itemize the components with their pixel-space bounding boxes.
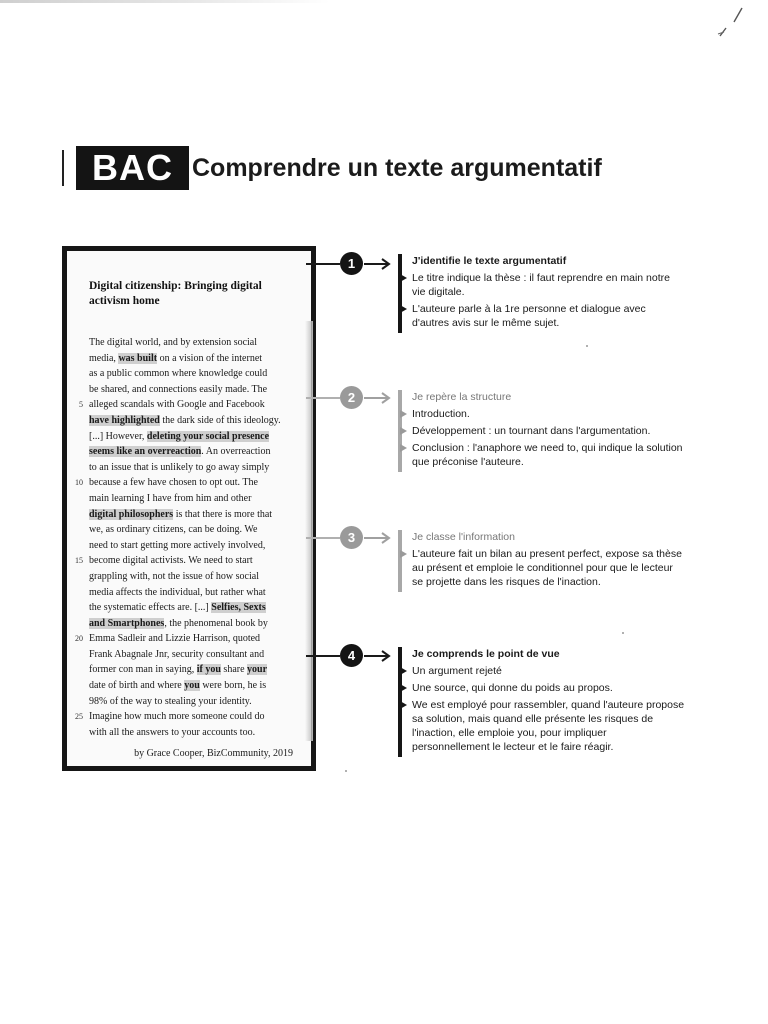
article-line xyxy=(89,678,293,694)
article-line xyxy=(89,366,293,382)
article-line xyxy=(89,600,293,616)
step-2-item: Développement : un tournant dans l'argumentation. xyxy=(412,424,690,438)
step-4-block xyxy=(398,647,686,757)
article-line xyxy=(89,413,293,429)
arrow-right-icon xyxy=(364,391,392,405)
article-line xyxy=(89,382,293,398)
highlighted-phrase: was built xyxy=(118,352,158,364)
text-segment: alleged scandals with Google and Facebook xyxy=(89,399,265,411)
step-4-heading: Je comprends le point de vue xyxy=(412,648,560,660)
step-4-item: Une source, qui donne du poids au propos. xyxy=(412,681,686,695)
text-segment: The digital world, and by extension social xyxy=(89,337,258,348)
bac-badge: BAC xyxy=(76,146,189,190)
article-line xyxy=(89,616,293,632)
article-line xyxy=(75,553,293,569)
step-3-item: L'auteure fait un bilan au present perfect, expose sa thèse au présent et emploie le conditionnel pour que le lecteur se projette dans les risques de l'inaction. xyxy=(412,547,684,589)
arrow-right-icon xyxy=(364,649,392,663)
page-title: Comprendre un texte argumentatif xyxy=(192,154,602,182)
scan-speck xyxy=(345,770,347,772)
step-1-item: L'auteure parle à la 1re personne et dialogue avec d'autres avis sur le même sujet. xyxy=(412,302,682,330)
text-segment: date of birth and where xyxy=(89,680,185,692)
pen-mark-icon xyxy=(716,6,746,38)
article-body xyxy=(75,335,293,740)
step-3-number: 3 xyxy=(340,526,363,549)
text-segment: on a vision of the internet xyxy=(157,352,263,364)
step-3-connector xyxy=(306,537,340,539)
text-segment: become digital activists. We need to start xyxy=(89,555,253,567)
header-rule xyxy=(62,150,64,186)
step-2-number: 2 xyxy=(340,386,363,409)
highlighted-phrase: have highlighted xyxy=(89,414,160,426)
article-byline: by Grace Cooper, BizCommunity, 2019 xyxy=(134,748,293,760)
article-line xyxy=(89,460,293,476)
scan-artifact-line xyxy=(0,0,330,3)
text-segment: the systematic effects are. [...] xyxy=(89,602,212,614)
text-segment: because a few have chosen to opt out. The xyxy=(89,477,258,489)
article-line xyxy=(89,662,293,678)
step-1-block xyxy=(398,254,682,333)
text-segment: be shared, and connections easily made. The xyxy=(89,383,268,395)
text-segment: Imagine how much more someone could do xyxy=(89,711,265,723)
text-segment: need to start getting more actively involved, xyxy=(89,539,266,551)
highlighted-phrase: you xyxy=(184,680,200,692)
scan-speck xyxy=(586,345,588,347)
text-segment: the dark side of this ideology. xyxy=(159,414,281,426)
triangle-bullet-icon xyxy=(400,701,407,709)
article-line xyxy=(89,335,293,351)
text-segment: 98% of the way to stealing your identity. xyxy=(89,695,252,707)
article-shadow xyxy=(305,321,313,741)
article-line xyxy=(89,647,293,663)
text-segment: to an issue that is unlikely to go away simply xyxy=(89,461,270,473)
step-4-number: 4 xyxy=(340,644,363,667)
step-2-block xyxy=(398,390,690,472)
triangle-bullet-icon xyxy=(400,427,407,435)
highlighted-phrase: and Smartphones xyxy=(89,617,165,629)
triangle-bullet-icon xyxy=(400,274,407,282)
text-segment: . An overreaction xyxy=(201,446,271,458)
text-segment: media affects the individual, but rather what xyxy=(89,586,266,598)
text-segment: is that there is more that xyxy=(173,508,273,520)
line-number: 20 xyxy=(75,634,83,644)
step-3-heading: Je classe l'information xyxy=(412,531,515,543)
line-number: 10 xyxy=(75,478,83,488)
step-2-heading: Je repère la structure xyxy=(412,391,512,403)
article-line xyxy=(89,507,293,523)
arrow-right-icon xyxy=(364,531,392,545)
triangle-bullet-icon xyxy=(400,667,407,675)
text-segment: we, as ordinary citizens, can be doing. We xyxy=(89,524,258,536)
article-line xyxy=(89,429,293,445)
highlighted-phrase: your xyxy=(247,664,268,676)
step-1-item: Le titre indique la thèse : il faut reprendre en main notre vie digitale. xyxy=(412,271,682,299)
arrow-right-icon xyxy=(364,257,392,271)
text-segment: with all the answers to your accounts too. xyxy=(89,726,256,738)
article-line xyxy=(89,522,293,538)
article-content xyxy=(75,279,293,760)
step-2-item: Introduction. xyxy=(412,407,690,421)
article-line xyxy=(89,351,293,367)
step-1-number: 1 xyxy=(340,252,363,275)
text-segment: former con man in saying, xyxy=(89,664,197,676)
triangle-bullet-icon xyxy=(400,550,407,558)
highlighted-phrase: digital philosophers xyxy=(89,508,174,520)
step-4-item: We est employé pour rassembler, quand l'auteure propose sa solution, mais quand elle présente les risques de l'inaction, elle emploie you, pour impliquer personnellement le lecteur et le faire réagir. xyxy=(412,698,686,754)
text-segment: as a public common where knowledge could xyxy=(89,368,268,380)
article-line xyxy=(75,475,293,491)
step-4-item: Un argument rejeté xyxy=(412,664,686,678)
triangle-bullet-icon xyxy=(400,410,407,418)
article-box xyxy=(62,246,316,771)
article-line xyxy=(89,569,293,585)
step-2-connector xyxy=(306,397,340,399)
triangle-bullet-icon xyxy=(400,305,407,313)
article-line xyxy=(89,538,293,554)
text-segment: were born, he is xyxy=(199,680,267,692)
text-segment: [...] However, xyxy=(89,430,147,442)
step-2-item: Conclusion : l'anaphore we need to, qui indique la solution que préconise l'auteure. xyxy=(412,441,690,469)
article-line xyxy=(89,694,293,710)
triangle-bullet-icon xyxy=(400,684,407,692)
line-number: 25 xyxy=(75,712,83,722)
page-header xyxy=(62,146,702,190)
highlighted-phrase: Selfies, Sexts xyxy=(211,602,266,614)
step-3-block xyxy=(398,530,684,592)
step-1-connector xyxy=(306,263,340,265)
step-4-connector xyxy=(306,655,340,657)
highlighted-phrase: seems like an overreaction xyxy=(89,446,202,458)
article-line xyxy=(75,709,293,725)
article-line xyxy=(79,397,293,413)
scan-speck xyxy=(622,632,624,634)
text-segment: Emma Sadleir and Lizzie Harrison, quoted xyxy=(89,633,261,645)
step-1-heading: J'identifie le texte argumentatif xyxy=(412,255,567,267)
article-line xyxy=(89,444,293,460)
article-line xyxy=(89,585,293,601)
article-line xyxy=(75,631,293,647)
text-segment: grappling with, not the issue of how social xyxy=(89,570,259,582)
line-number: 15 xyxy=(75,556,83,566)
article-line xyxy=(89,725,293,741)
line-number: 5 xyxy=(79,400,83,410)
article-title: Digital citizenship: Bringing digital activism home xyxy=(89,280,262,307)
text-segment: , the phenomenal book by xyxy=(164,617,268,629)
text-segment: media, xyxy=(89,352,119,364)
text-segment: Frank Abagnale Jnr, security consultant and xyxy=(89,648,265,660)
article-line xyxy=(89,491,293,507)
text-segment: main learning I have from him and other xyxy=(89,492,252,504)
highlighted-phrase: if you xyxy=(196,664,221,676)
triangle-bullet-icon xyxy=(400,444,407,452)
highlighted-phrase: deleting your social presence xyxy=(146,430,270,442)
text-segment: share xyxy=(220,664,248,676)
